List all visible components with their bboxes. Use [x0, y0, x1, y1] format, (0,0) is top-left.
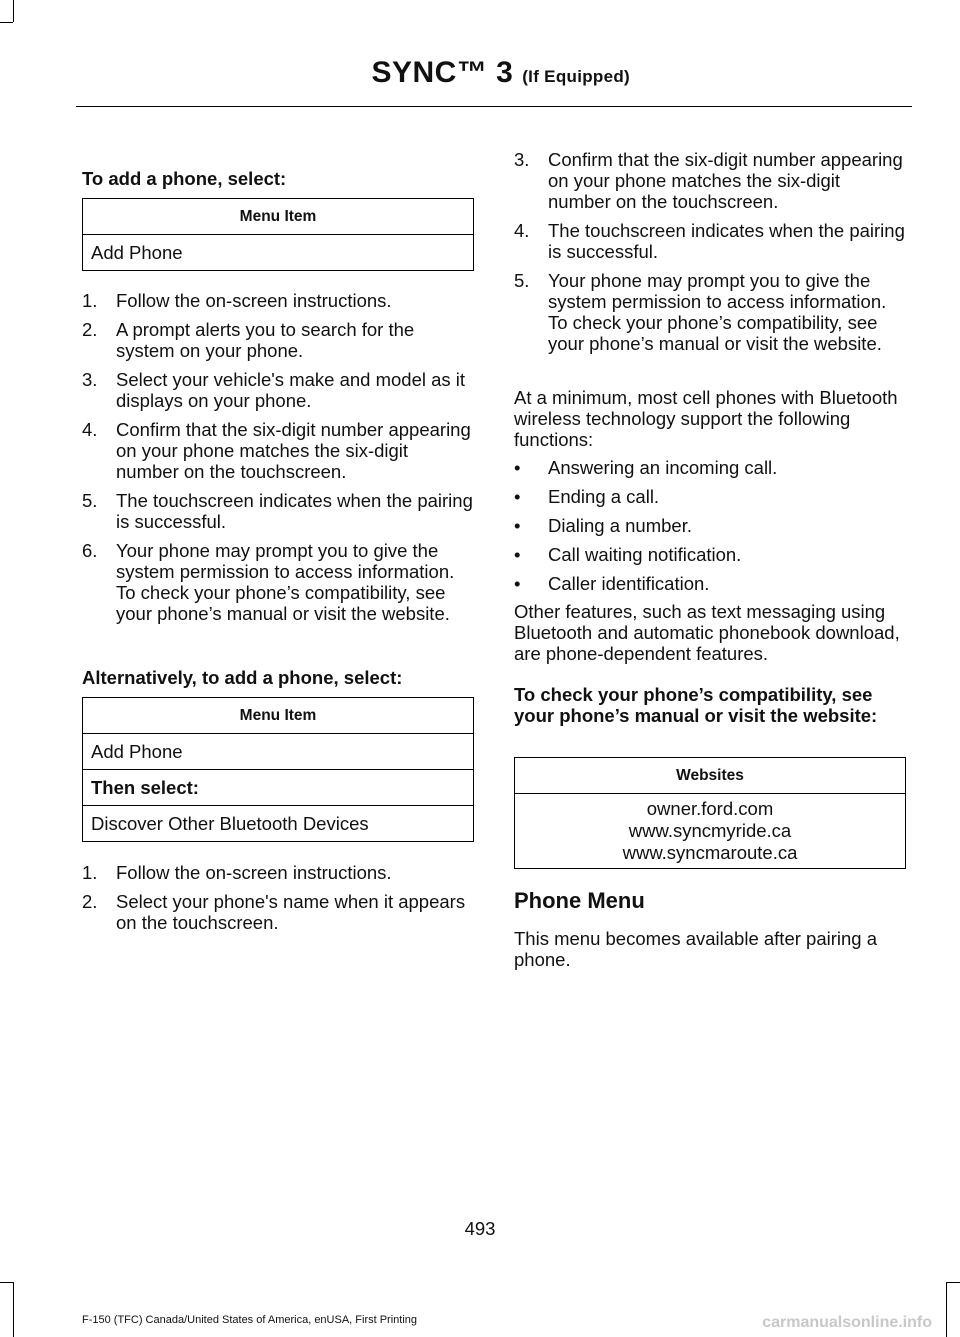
website-link[interactable]: owner.ford.com — [646, 798, 774, 819]
list-item: 3. Select your vehicle's make and model as it displays on your phone. — [82, 369, 466, 411]
table-cell: Discover Other Bluetooth Devices — [83, 806, 474, 842]
pairing-steps-continued — [514, 149, 906, 362]
list-item: 4. Confirm that the six-digit number appearing on your phone matches the six-digit number on the touchscreen. — [82, 419, 471, 482]
page-number: 493 — [464, 1218, 496, 1239]
table-header: Websites — [515, 758, 906, 794]
list-item: 6. Your phone may prompt you to give the system permission to access information. To check your phone’s compatibility, see your phone’s manual or visit the website. — [82, 540, 455, 624]
crop-mark — [947, 1282, 960, 1283]
list-item: • Answering an incoming call. — [514, 457, 778, 478]
watermark: carmanualsonline.info — [762, 1314, 932, 1331]
list-item: 5. Your phone may prompt you to give the system permission to access information. To check your phone’s compatibility, see your phone’s manual or visit the website. — [514, 270, 887, 354]
crop-mark — [13, 0, 14, 22]
table-cell — [515, 794, 906, 869]
pairing-steps-list — [82, 290, 474, 632]
crop-mark — [0, 1282, 13, 1283]
functions-intro: At a minimum, most cell phones with Bluetooth wireless technology support the following functions: — [514, 387, 898, 450]
website-link[interactable]: www.syncmaroute.ca — [622, 842, 798, 863]
page-header-title — [372, 56, 631, 90]
list-item: • Dialing a number. — [514, 515, 692, 536]
menu-table-2 — [82, 697, 474, 842]
menu-table-1 — [82, 198, 474, 271]
crop-mark — [0, 22, 13, 23]
add-phone-heading: To add a phone, select: — [82, 168, 287, 189]
page-footer: F-150 (TFC) Canada/United States of America, enUSA, First Printing — [82, 1314, 418, 1326]
list-item: 1. Follow the on-screen instructions. — [82, 290, 392, 311]
phone-menu-title: Phone Menu — [514, 888, 645, 913]
compatibility-heading: To check your phone’s compatibility, see your phone’s manual or visit the website: — [514, 684, 878, 726]
header-subtitle: (If Equipped) — [522, 67, 630, 86]
list-item: 3. Confirm that the six-digit number appearing on your phone matches the six-digit number on the touchscreen. — [514, 149, 903, 212]
crop-mark — [946, 1282, 947, 1337]
list-item: 5. The touchscreen indicates when the pairing is successful. — [82, 490, 473, 532]
table-header: Menu Item — [83, 698, 474, 734]
list-item: 4. The touchscreen indicates when the pairing is successful. — [514, 220, 905, 262]
crop-mark — [13, 1282, 14, 1337]
phone-menu-text: This menu becomes available after pairing a phone. — [514, 928, 877, 970]
list-item: • Ending a call. — [514, 486, 660, 507]
table-cell: Then select: — [83, 770, 474, 806]
website-link[interactable]: www.syncmyride.ca — [628, 820, 792, 841]
table-cell: Add Phone — [83, 235, 474, 271]
list-item: 2. Select your phone's name when it appears on the touchscreen. — [82, 891, 466, 933]
alternative-steps-list — [82, 862, 474, 941]
header-title: SYNC™ 3 — [371, 56, 514, 89]
list-item: • Call waiting notification. — [514, 544, 742, 565]
table-cell: Add Phone — [83, 734, 474, 770]
list-item: 1. Follow the on-screen instructions. — [82, 862, 392, 883]
alternative-heading: Alternatively, to add a phone, select: — [82, 667, 403, 688]
list-item: • Caller identification. — [514, 573, 710, 594]
list-item: 2. A prompt alerts you to search for the system on your phone. — [82, 319, 415, 361]
table-header: Menu Item — [83, 199, 474, 235]
header-divider — [76, 106, 912, 107]
other-features-text: Other features, such as text messaging using Bluetooth and automatic phonebook download, are phone-dependent features. — [514, 601, 900, 664]
websites-table — [514, 757, 906, 869]
functions-list — [514, 457, 906, 602]
